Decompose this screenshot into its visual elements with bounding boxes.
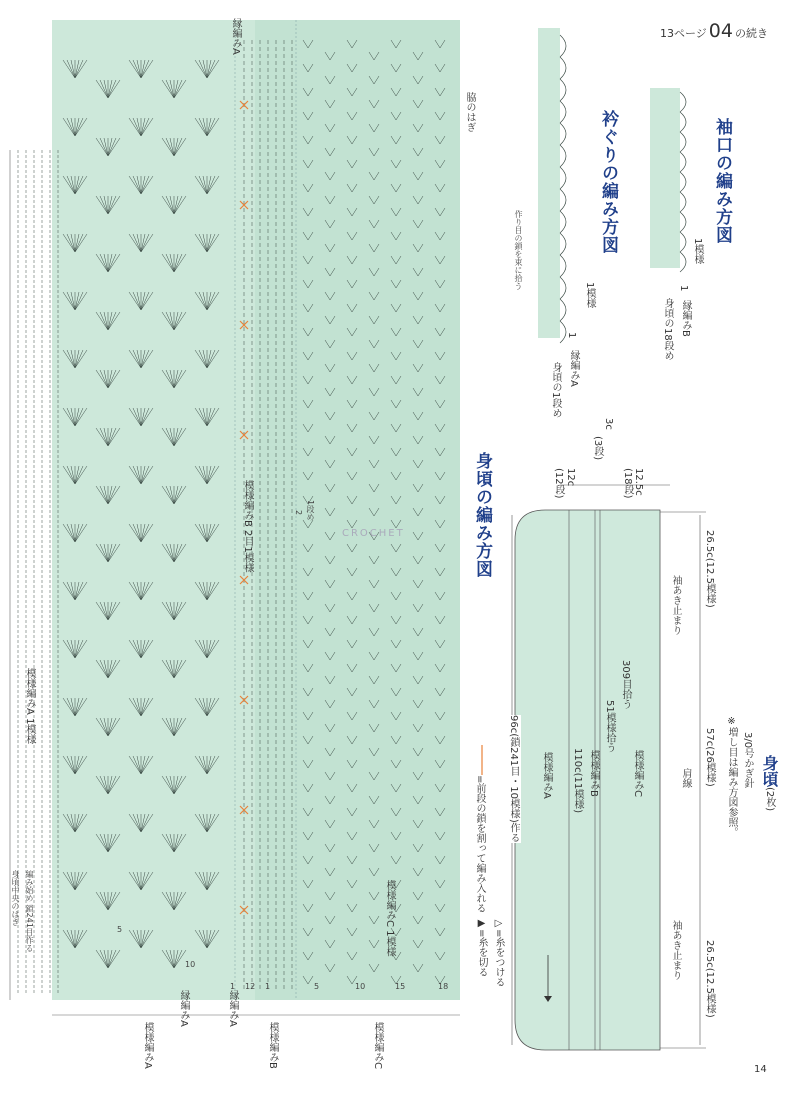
bottom-pattern-b: 模様編みB [267,1022,278,1069]
collar-scallop [560,57,566,79]
body-info-count: (2枚) [764,787,775,812]
dim-w1b: (18段) [622,468,633,499]
dim-w2: 3c [603,418,614,430]
bottom-pattern-a: 模様編みA [142,1022,153,1069]
cuff-scallop [680,212,686,232]
bottom-pattern-c: 模様編みC [372,1022,383,1069]
body-center-label: 身頃中央のはぎ [11,870,20,926]
row-number: 15 [395,982,406,991]
start-chain-label: 編み始め 鎖241目作る [25,870,34,952]
row-number: 18 [438,982,449,991]
dim-w3: 12c [565,468,576,487]
center-length: 57c(26模様) [704,728,715,787]
cut-yarn-label: ▶=糸を切る [476,918,487,978]
cuff-start-label: 身頃の18段め [662,298,673,361]
cuff-scallop [680,192,686,212]
collar-scallop [560,299,566,321]
pick-309: 309目拾う [620,660,631,710]
collar-scallop [560,233,566,255]
dim-w3b: (12段) [553,468,564,499]
collar-start-label: 身頃の1段め [550,362,561,419]
border-a-top-label: 縁編みA [230,18,241,55]
collar-title: 衿ぐりの編み方図 [598,110,618,254]
collar-repeat-label: 1模様 [584,282,595,309]
collar-scallop [560,35,566,57]
collar-border-label: 縁編みA [568,350,579,387]
row-number: 10 [185,960,196,969]
row-number: 12 [245,982,256,991]
dim-w2b: (3段) [592,436,603,461]
body-info-note: ※増し目は編み方図参照。 [726,716,737,837]
dim-w1: 12.5c [633,468,644,496]
cuff-scallops [680,92,686,272]
page-number: 14 [754,1064,767,1075]
page-ref-number: 04 [708,20,733,42]
schematic-pattern-c: 模様編みC [632,750,643,797]
row-number: 1 [230,982,236,991]
shoulder-line: 肩線 [680,768,691,788]
schematic-pattern-b: 模様編みB [588,750,599,797]
body-info-hook: 3/0号かぎ針 [742,732,753,789]
cuff-strip-background [650,88,680,268]
page-ref-prefix: 13ページ [660,27,707,40]
sleeve-stop-top: 袖あき止まり [670,575,681,635]
schematic-pattern-a: 模様編みA [541,752,552,799]
join-yarn-label: ▷=糸をつける [493,918,504,988]
collar-scallop [560,79,566,101]
underarm-label: 脇のはぎ [464,92,475,132]
cuff-border-label: 縁編みB [680,300,691,337]
body-title: 身頃の編み方図 [472,452,492,578]
body-info-title: 身頃 [760,755,779,787]
dan-label: 1段め [306,500,315,522]
collar-scallop [560,101,566,123]
row-number: 5 [314,982,320,991]
collar-strip-background [538,28,560,338]
body-info [758,755,781,811]
dan-2-label: 2 [294,510,303,516]
cuff-scallop [680,172,686,192]
cuff-title: 袖口の編み方図 [712,118,732,244]
pattern-c-background [255,20,460,1000]
pattern-a-repeat-label: 模様編みA 1模様 [24,668,35,745]
collar-scallop [560,189,566,211]
pattern-b-repeat-label: 模様編みB 2目1模様 [242,480,253,573]
collar-scallop [560,145,566,167]
cuff-repeat-label: 1模様 [692,238,703,265]
collar-bundle-label: 作り目の鎖を束に拾う [514,210,523,290]
cuff-scallop [680,132,686,152]
cuff-one-label: 1 [678,285,689,292]
page-ref-suffix: の続き [734,27,768,40]
bottom-border-a-left: 縁編みA [178,990,189,1027]
top-length: 26.5c(12.5模様) [704,530,715,608]
collar-scallop [560,255,566,277]
chain-96: 96c(鎖241目・10模様)作る [508,715,519,843]
collar-one-label: 1 [566,332,577,339]
cuff-scallop [680,112,686,132]
cuff-scallop [680,152,686,172]
pick-51: 51模様拾う [604,700,615,753]
cuff-scallop [680,232,686,252]
collar-scallop [560,277,566,299]
bottom-length: 26.5c(12.5模様) [704,940,715,1018]
row-number: 1 [265,982,271,991]
pattern-c-repeat-label: 模様編みC 1模様 [384,880,395,957]
cuff-scallop [680,252,686,272]
cuff-scallop [680,92,686,112]
bottom-border-a-mid: 縁編みA [227,990,238,1027]
collar-scallop [560,211,566,233]
collar-scallop [560,167,566,189]
sleeve-stop-bottom: 袖あき止まり [670,920,681,980]
watermark-text: CROCHET [342,528,405,539]
row-number: 10 [355,982,366,991]
collar-scallops [560,35,566,343]
length-110: 110c(11模様) [572,748,583,814]
row-number: 5 [117,925,123,934]
legend-note: =前段の鎖を割って編み入れる [474,775,485,914]
collar-scallop [560,123,566,145]
